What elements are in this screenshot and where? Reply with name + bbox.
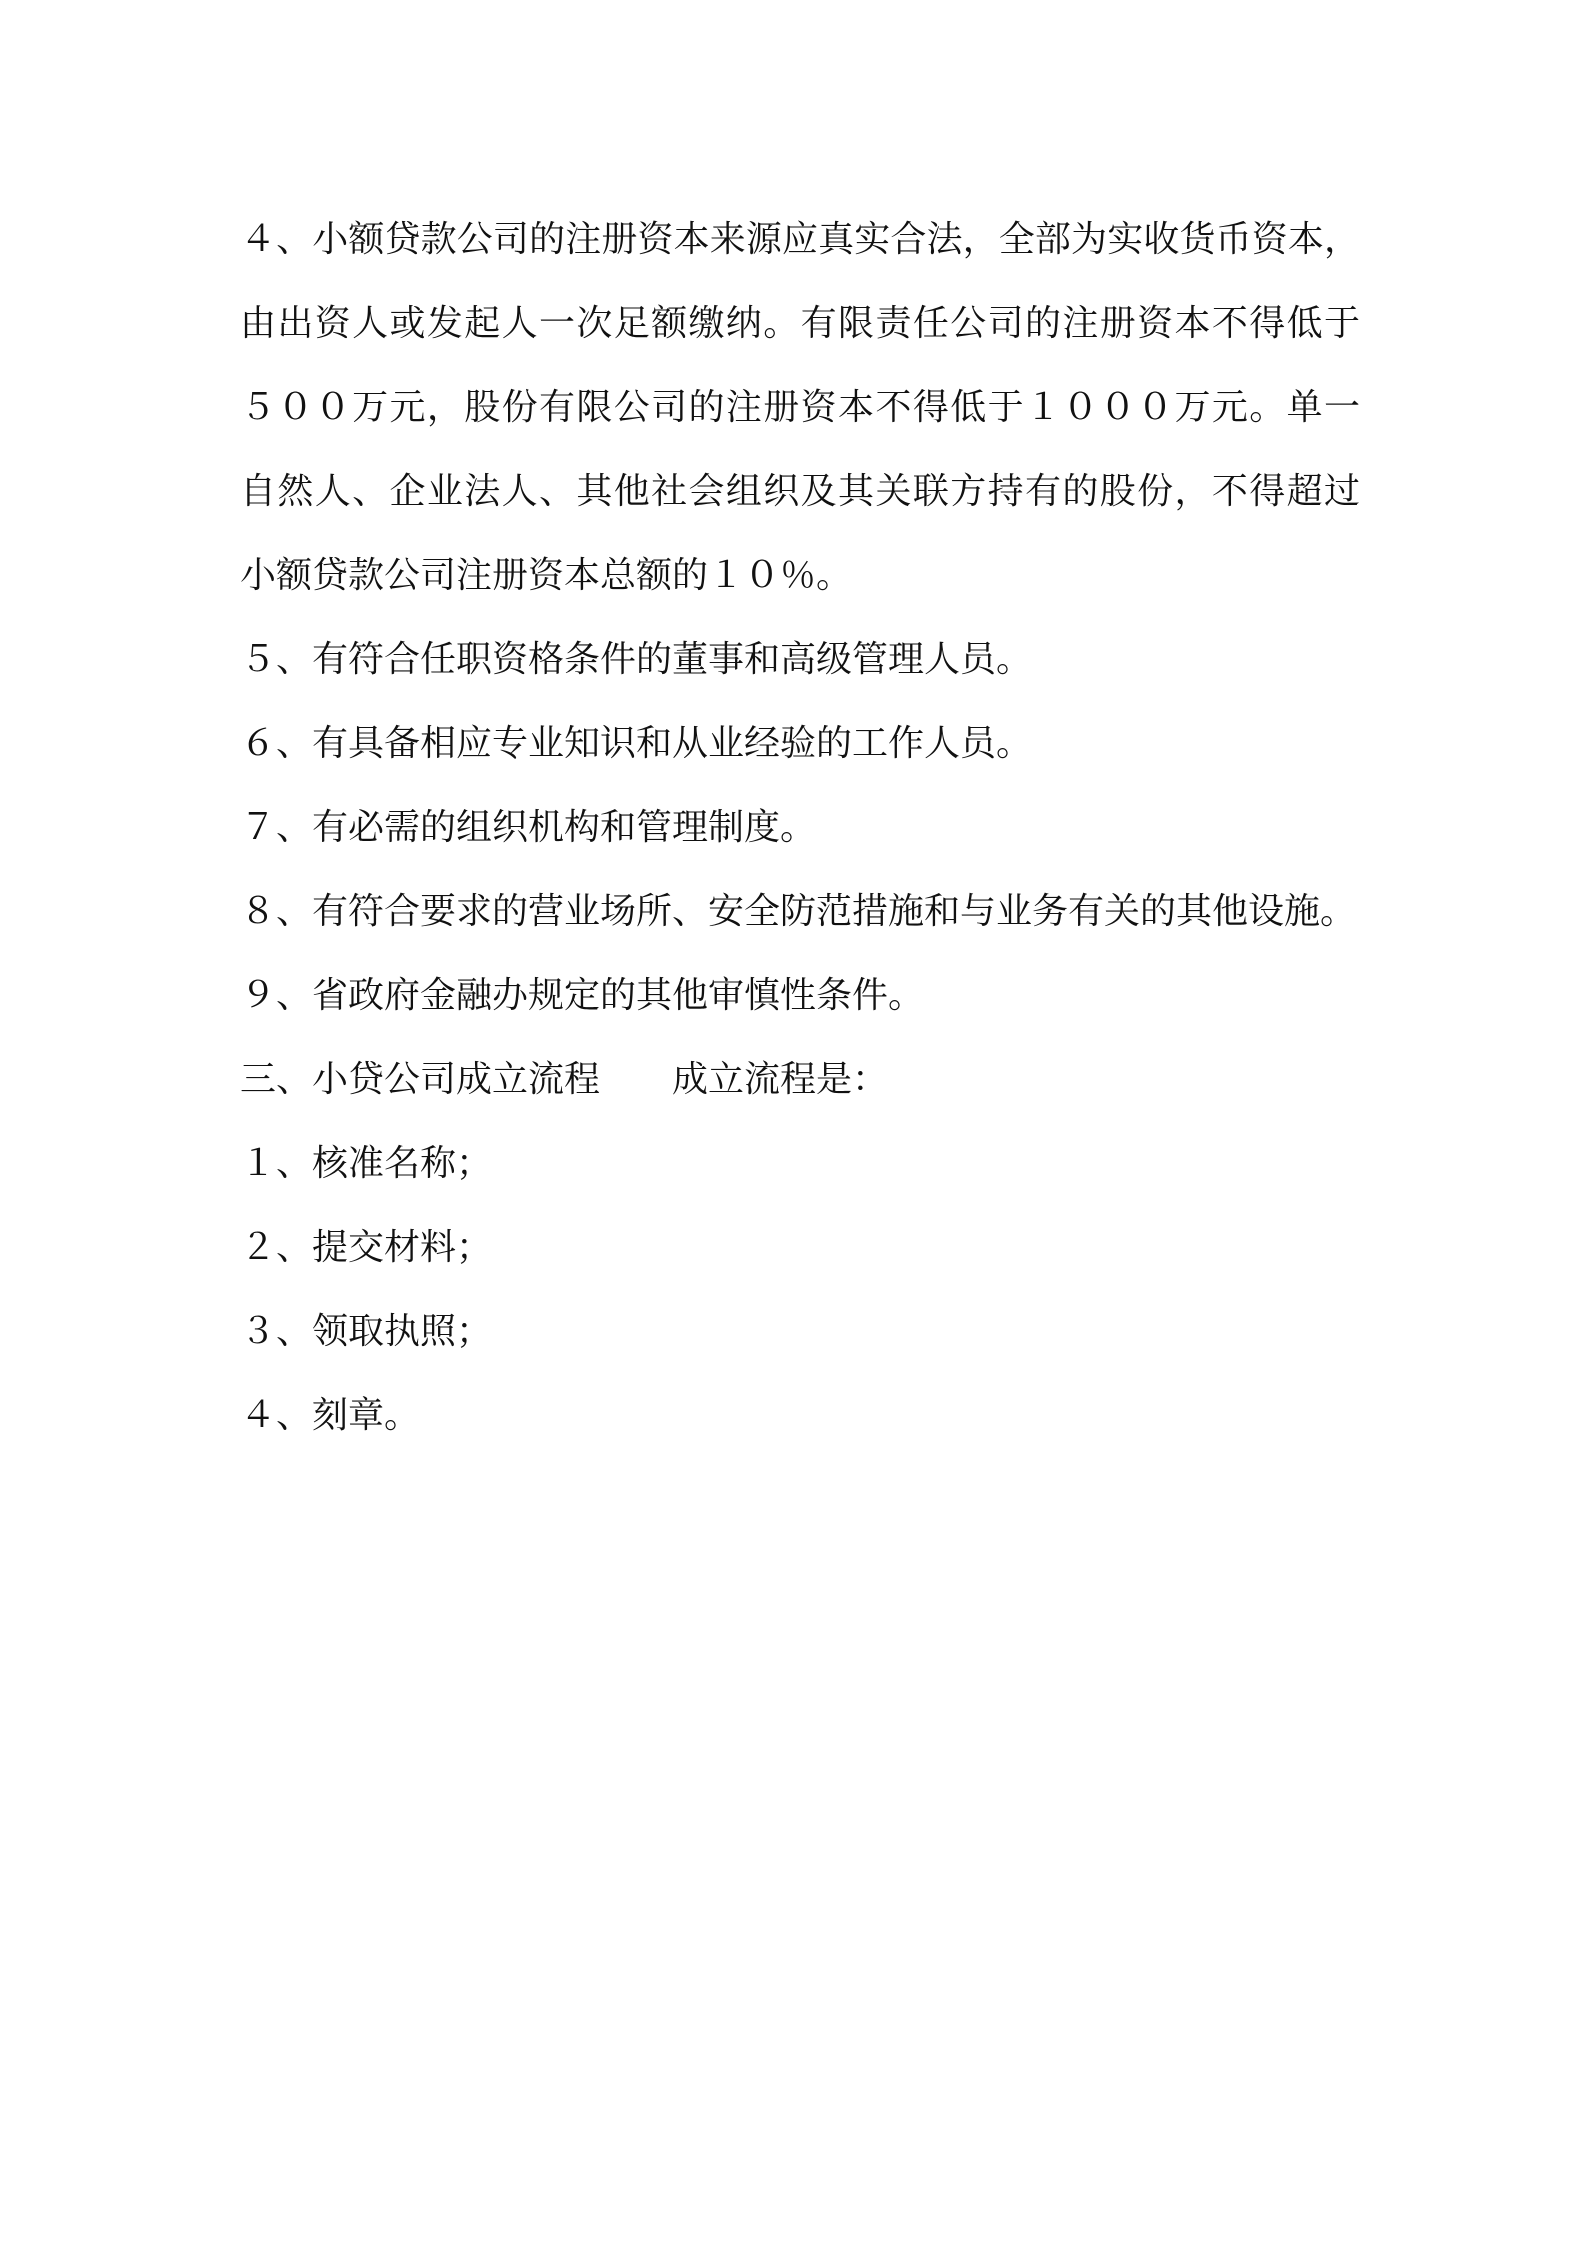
- list-item: ２、提交材料；: [240, 1227, 493, 1268]
- paragraph-line: ４、小额贷款公司的注册资本来源应真实合法，全部为实收货币资本，: [240, 219, 1360, 260]
- section-heading: 三、小贷公司成立流程 成立流程是：: [240, 1059, 889, 1100]
- paragraph-line: ５００万元，股份有限公司的注册资本不得低于１０００万元。单一: [240, 387, 1360, 428]
- list-item: ８、有符合要求的营业场所、安全防范措施和与业务有关的其他设施。: [240, 891, 1357, 932]
- list-item: ４、刻章。: [240, 1395, 421, 1436]
- paragraph-line: 由出资人或发起人一次足额缴纳。有限责任公司的注册资本不得低于: [240, 303, 1360, 344]
- list-item: ３、领取执照；: [240, 1311, 493, 1352]
- list-item: ９、省政府金融办规定的其他审慎性条件。: [240, 975, 925, 1016]
- paragraph-line: 自然人、企业法人、其他社会组织及其关联方持有的股份，不得超过: [240, 471, 1360, 512]
- list-item: １、核准名称；: [240, 1143, 493, 1184]
- paragraph-line: 小额贷款公司注册资本总额的１０％。: [240, 555, 853, 596]
- list-item: ６、有具备相应专业知识和从业经验的工作人员。: [240, 723, 1033, 764]
- list-item: ７、有必需的组织机构和管理制度。: [240, 807, 817, 848]
- document-body: [240, 198, 1360, 1458]
- list-item: ５、有符合任职资格条件的董事和高级管理人员。: [240, 639, 1033, 680]
